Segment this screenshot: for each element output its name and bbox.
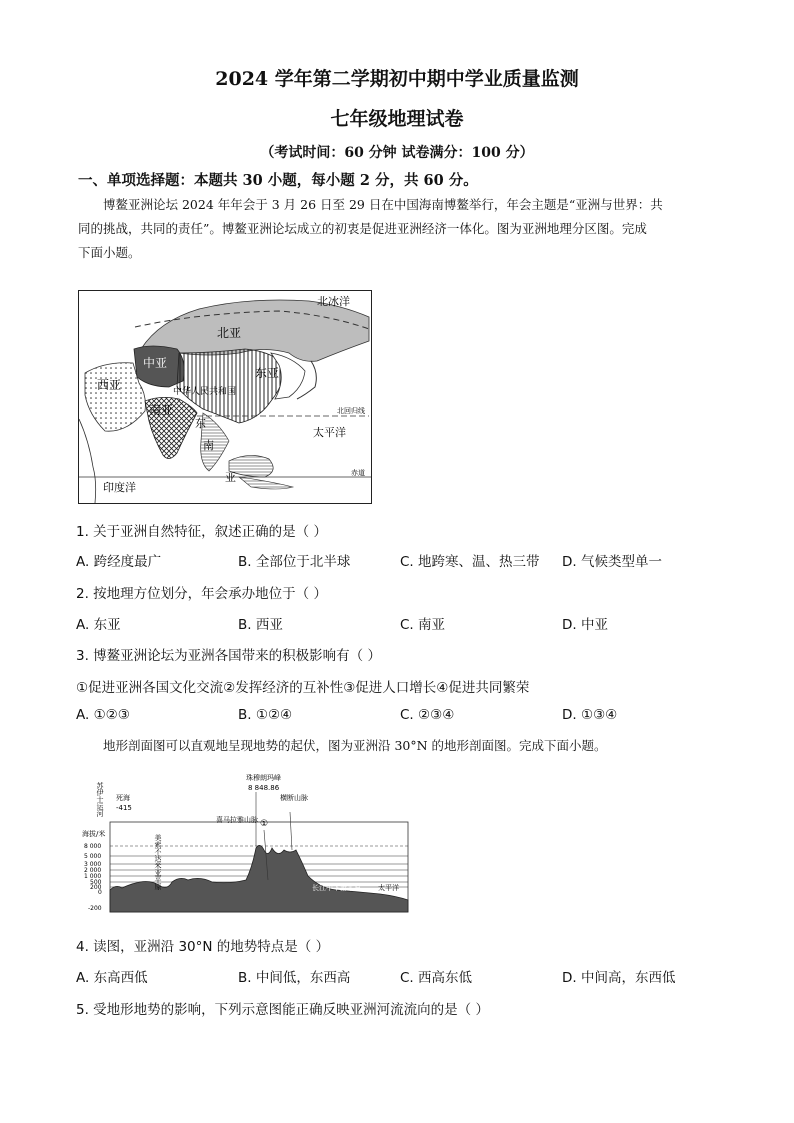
question-3-stem: 3. 博鳌亚洲论坛为亚洲各国带来的积极影响有（ ）	[76, 648, 381, 664]
question-3-option-d[interactable]: D. ①③④	[562, 707, 618, 723]
exam-info: （考试时间：60 分钟 试卷满分：100 分）	[260, 145, 534, 161]
profile-tick-2000: 2 000	[84, 867, 102, 874]
question-1-option-d[interactable]: D. 气候类型单一	[562, 554, 662, 570]
question-3-option-a[interactable]: A. ①②③	[76, 707, 130, 723]
region-west-asia	[85, 363, 145, 431]
profile-tick-3000: 3 000	[84, 861, 102, 868]
profile-label-dead-sea: 死海	[116, 794, 130, 802]
profile-label-suez: 苏伊士运河	[96, 782, 104, 817]
profile-label-marker: ①	[260, 819, 269, 829]
question-2-option-b[interactable]: B. 西亚	[238, 617, 283, 633]
profile-tick-1000: 1 000	[84, 873, 102, 880]
question-4-stem: 4. 读图，亚洲沿 30°N 的地势特点是（ ）	[76, 939, 330, 955]
passage-2: 地形剖面图可以直观地呈现地势的起伏，图为亚洲沿 30°N 的地形剖面图。完成下面小题。	[103, 738, 607, 753]
asia-map	[78, 290, 372, 504]
map-label-tropic: 北回归线	[337, 407, 365, 415]
question-1-option-c[interactable]: C. 地跨寒、温、热三带	[400, 554, 540, 570]
profile-label-yangtze: 长江中下游平原	[312, 884, 361, 892]
terrain-profile	[80, 772, 410, 917]
question-3-statements: ①促进亚洲各国文化交流②发挥经济的互补性③促进人口增长④促进共同繁荣	[76, 680, 530, 696]
profile-tick-200: 200	[90, 884, 102, 891]
map-label-southeast-1: 东	[195, 417, 206, 430]
section-heading: 一、单项选择题：本题共 30 小题，每小题 2 分，共 60 分。	[78, 172, 478, 189]
map-label-south-asia: 南亚	[149, 403, 174, 417]
question-5-stem: 5. 受地形地势的影响，下列示意图能正确反映亚洲河流流向的是（ ）	[76, 1002, 489, 1018]
profile-tick-minus200: -200	[88, 905, 102, 912]
question-1-option-a[interactable]: A. 跨经度最广	[76, 554, 162, 570]
question-3-option-c[interactable]: C. ②③④	[400, 707, 455, 723]
map-label-southeast-2: 南	[203, 439, 214, 452]
map-label-west-asia: 西亚	[97, 378, 122, 392]
passage-1-line-3: 下面小题。	[78, 245, 141, 260]
question-2-stem: 2. 按地理方位划分，年会承办地位于（ ）	[76, 586, 327, 602]
map-label-central-asia: 中亚	[143, 356, 168, 370]
profile-label-everest-value: 8 848.86	[248, 784, 280, 792]
map-label-north-asia: 北亚	[217, 326, 242, 340]
question-3-option-b[interactable]: B. ①②④	[238, 707, 293, 723]
question-1-option-b[interactable]: B. 全部位于北半球	[238, 554, 351, 570]
profile-label-mesopotamia: 美索不达米亚平原	[154, 834, 162, 890]
terrain-profile-svg	[80, 772, 410, 917]
passage-1-line-2: 同的挑战，共同的责任”。博鳌亚洲论坛成立的初衷是促进亚洲经济一体化。图为亚洲地理分区图。完成	[78, 221, 647, 236]
asia-map-svg	[79, 291, 371, 503]
question-4-option-c[interactable]: C. 西高东低	[400, 970, 473, 986]
question-2-option-a[interactable]: A. 东亚	[76, 617, 121, 633]
map-label-indian: 印度洋	[103, 481, 136, 494]
question-2-option-c[interactable]: C. 南亚	[400, 617, 446, 633]
profile-tick-500: 500	[90, 879, 102, 886]
question-1-stem: 1. 关于亚洲自然特征，叙述正确的是（ ）	[76, 524, 327, 540]
exam-subtitle: 七年级地理试卷	[330, 108, 464, 130]
profile-label-everest: 珠穆朗玛峰	[246, 774, 281, 782]
passage-1	[78, 193, 718, 265]
profile-label-pacific: 太平洋	[378, 884, 399, 892]
profile-label-altitude: 海拔/米	[82, 830, 106, 838]
question-2-option-d[interactable]: D. 中亚	[562, 617, 608, 633]
map-label-china: 中华人民共和国	[173, 387, 237, 397]
profile-tick-5000: 5 000	[84, 853, 102, 860]
map-label-equator: 赤道	[351, 469, 365, 477]
profile-label-hengduan: 横断山脉	[280, 794, 308, 802]
question-4-option-a[interactable]: A. 东高西低	[76, 970, 148, 986]
profile-tick-0: 0	[98, 889, 102, 896]
question-4-option-b[interactable]: B. 中间低，东西高	[238, 970, 351, 986]
question-4-option-d[interactable]: D. 中间高，东西低	[562, 970, 676, 986]
map-label-arctic: 北冰洋	[317, 295, 350, 308]
exam-title: 2024 学年第二学期初中期中学业质量监测	[215, 68, 579, 90]
profile-label-himalaya: 喜马拉雅山脉	[216, 816, 258, 824]
map-label-southeast-3: 亚	[225, 471, 236, 484]
map-label-east-asia: 东亚	[255, 366, 280, 380]
profile-tick-8000: 8 000	[84, 843, 102, 850]
profile-label-dead-sea-value: -415	[116, 804, 132, 812]
passage-1-line-1: 博鳌亚洲论坛 2024 年年会于 3 月 26 日至 29 日在中国海南博鳌举行，年会主题是“亚洲与世界：共	[103, 197, 663, 212]
map-label-pacific: 太平洋	[313, 426, 346, 439]
